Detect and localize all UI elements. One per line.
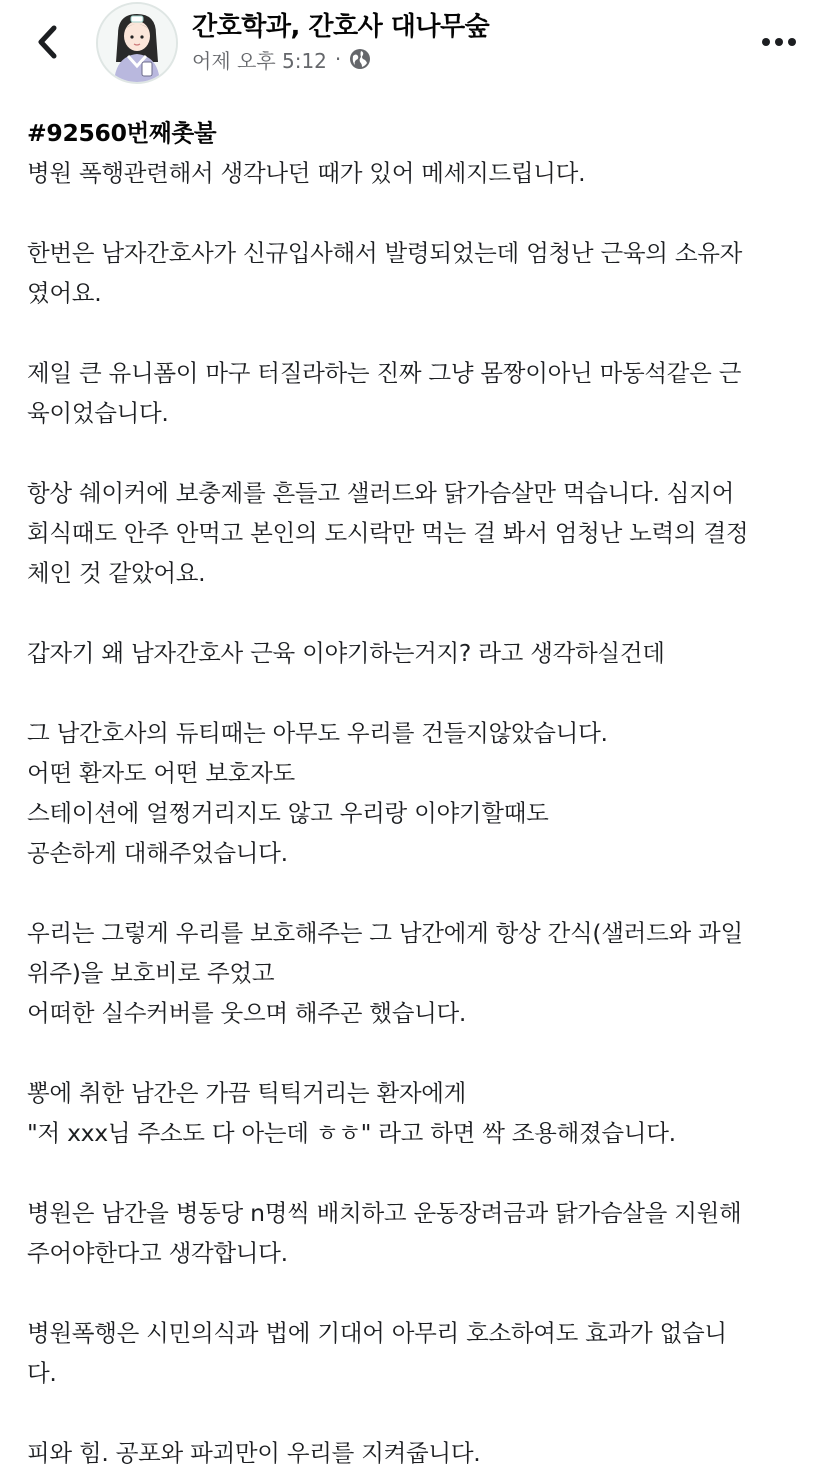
post-paragraph-3: 제일 큰 유니폼이 마구 터질라하는 진짜 그냥 몸짱이아닌 마동석같은 근 육이었습니다. (27, 359, 742, 427)
post-paragraph-9: 병원은 남간을 병동당 n명씩 배치하고 운동장려금과 닭가슴살을 지원해 주어야한다고 생각합니다. (27, 1199, 742, 1267)
post-meta (192, 44, 371, 74)
page-name[interactable]: 간호학과, 간호사 대나무숲 (192, 12, 490, 42)
post-timestamp[interactable]: 어제 오후 5:12 (192, 48, 327, 73)
post-header (0, 0, 827, 90)
post-paragraph-5: 갑자기 왜 남자간호사 근육 이야기하는거지? 라고 생각하실건데 (27, 639, 665, 667)
back-button[interactable] (28, 22, 68, 62)
post-paragraphs (27, 153, 817, 1473)
meta-separator: · (334, 47, 342, 71)
more-horizontal-icon (761, 37, 797, 47)
post-paragraph-11: 피와 힘. 공포와 파괴만이 우리를 지켜줍니다. (27, 1439, 481, 1467)
post-body (27, 113, 817, 1473)
more-options-button[interactable] (759, 30, 799, 54)
post-paragraph-1: 병원 폭행관련해서 생각나던 때가 있어 메세지드립니다. (27, 159, 586, 187)
chevron-left-icon (35, 24, 61, 60)
post-paragraph-7: 우리는 그렇게 우리를 보호해주는 그 남간에게 항상 간식(샐러드와 과일 위주)을 보호비로 주었고 어떠한 실수커버를 웃으며 해주곤 했습니다. (27, 919, 743, 1027)
post-hashtag[interactable]: #92560번째촛불 (27, 119, 217, 147)
post-paragraph-4: 항상 쉐이커에 보충제를 흔들고 샐러드와 닭가슴살만 먹습니다. 심지어 회식때도 안주 안먹고 본인의 도시락만 먹는 걸 봐서 엄청난 노력의 결정 체인 것 같았어요. (27, 479, 749, 587)
post-paragraph-10: 병원폭행은 시민의식과 법에 기대어 아무리 호소하여도 효과가 없습니 다. (27, 1319, 727, 1387)
post-paragraph-6: 그 남간호사의 듀티때는 아무도 우리를 건들지않았습니다. 어떤 환자도 어떤 보호자도 스테이션에 얼쩡거리지도 않고 우리랑 이야기할때도 공손하게 대해주었습니다. (27, 719, 608, 867)
post-paragraph-8: 뽕에 취한 남간은 가끔 틱틱거리는 환자에게 "저 xxx님 주소도 다 아는데 ㅎㅎ" 라고 하면 싹 조용해졌습니다. (27, 1079, 676, 1147)
post-paragraph-2: 한번은 남자간호사가 신규입사해서 발령되었는데 엄청난 근육의 소유자 였어요. (27, 239, 743, 307)
globe-icon (349, 48, 371, 70)
page-avatar[interactable] (96, 2, 178, 84)
avatar-illustration (98, 4, 176, 82)
